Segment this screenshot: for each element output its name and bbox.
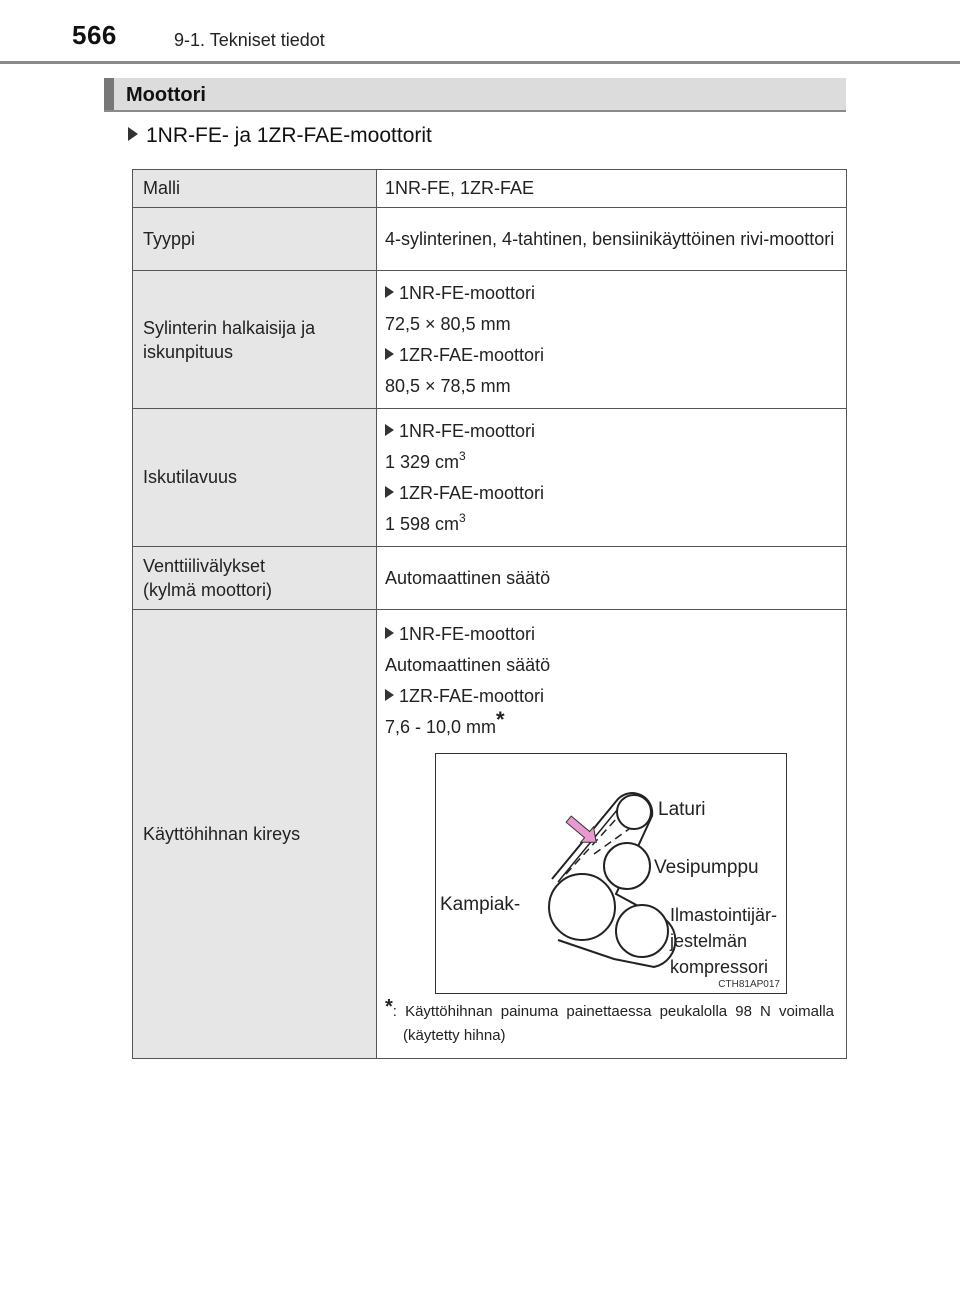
section-header-bar [104, 78, 114, 110]
engine-item: 1NR-FE-moottori [385, 622, 838, 646]
triangle-bullet-icon [385, 486, 394, 498]
table-row [133, 610, 847, 1059]
table-row [133, 208, 847, 271]
row-value [377, 409, 847, 547]
belt-tension-value: Automaattinen säätö [385, 655, 551, 675]
row-label: Käyttöhihnan kireys [133, 610, 377, 1059]
footnote: *: Käyttöhihnan painuma painettaessa peukalolla 98 N voimalla (käytetty hihna) [385, 996, 834, 1044]
alternator-pulley [617, 795, 651, 829]
type-value: 4-sylinterinen, 4-tahtinen, bensiinikäyttöinen rivi-moottori [385, 229, 835, 249]
displacement-value: 1 329 $cm^3$ [385, 449, 466, 472]
row-value [377, 610, 847, 1059]
triangle-bullet-icon [385, 348, 394, 360]
engine-item: 1NR-FE-moottori [385, 419, 838, 443]
crank-pulley [549, 874, 615, 940]
belt-diagram [435, 753, 787, 994]
section-title: Moottori [126, 84, 206, 106]
engine-item: 1ZR-FAE-moottori [385, 481, 838, 505]
page-number: 566 [72, 20, 117, 50]
header-rule [0, 61, 960, 64]
spec-table [132, 169, 847, 1059]
row-label: Venttiilivälykset (kylmä moottori) [133, 547, 377, 610]
bore-stroke-value: 80,5 × 78,5 mm [385, 376, 511, 396]
row-value: 1NR-FE, 1ZR-FAE [377, 170, 847, 208]
diagram-code: CTH81AP017 [718, 979, 780, 990]
triangle-bullet-icon [128, 127, 138, 141]
engine-item: 1ZR-FAE-moottori [385, 684, 838, 708]
bore-stroke-value: 72,5 × 80,5 mm [385, 314, 511, 334]
subheading [128, 124, 432, 148]
waterpump-pulley [604, 843, 650, 889]
row-label: Tyyppi [133, 208, 377, 271]
row-label [133, 271, 377, 409]
row-label: Iskutilavuus [133, 409, 377, 547]
table-row [133, 547, 847, 610]
subheading-text: 1NR-FE- ja 1ZR-FAE-moottorit [146, 124, 432, 147]
section-header [104, 78, 846, 112]
table-row [133, 170, 847, 208]
triangle-bullet-icon [385, 689, 394, 701]
engine-item: 1NR-FE-moottori [385, 281, 838, 305]
row-label: Malli [133, 170, 377, 208]
triangle-bullet-icon [385, 627, 394, 639]
triangle-bullet-icon [385, 286, 394, 298]
row-value: Automaattinen säätö [377, 547, 847, 610]
displacement-value: 1 598 $cm^3$ [385, 511, 466, 534]
running-head: 9-1. Tekniset tiedot [174, 30, 325, 50]
table-row [133, 409, 847, 547]
label-ac-compressor: Ilmastointijär- jestelmän kompressori [670, 905, 778, 977]
triangle-bullet-icon [385, 424, 394, 436]
belt-tension-value: 7,6 - 10,0 mm* [385, 707, 505, 737]
label-waterpump: Vesipumppu [654, 857, 759, 878]
bore-stroke-label: Sylinterin halkaisija ja iskunpituus [143, 317, 316, 362]
ac-compressor-pulley [616, 905, 668, 957]
engine-item: 1ZR-FAE-moottori [385, 343, 838, 367]
push-arrow-icon [562, 811, 602, 849]
label-alternator: Laturi [658, 799, 706, 820]
row-value [377, 208, 847, 271]
label-crank: Kampiak- [440, 894, 521, 915]
row-value [377, 271, 847, 409]
table-row [133, 271, 847, 409]
